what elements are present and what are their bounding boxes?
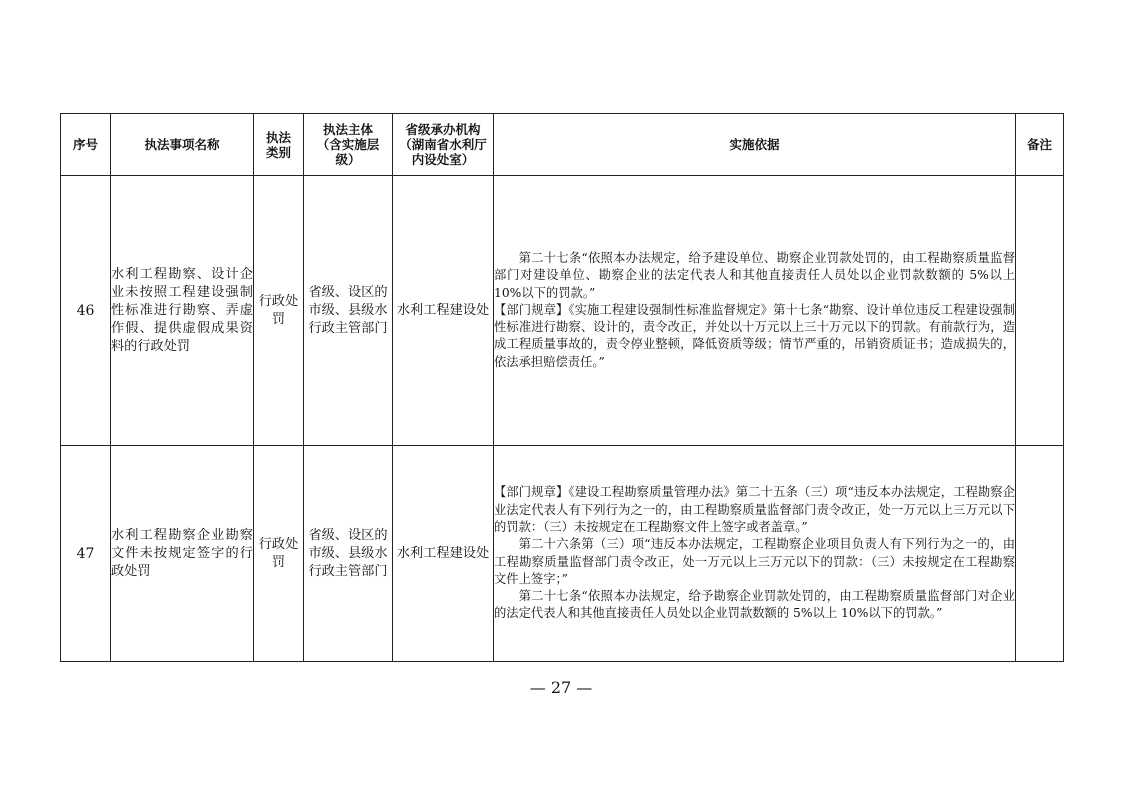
- basis-paragraph: 【部门规章】《建设工程勘察质量管理办法》第二十五条（三）项“违反本办法规定，工程勘察企业法定代表人有下列行为之一的，由工程勘察质量监督部门责令改正，处一万元以上三万元以下的罚款：（三）未按规定在工程勘察文件上签字或者盖章。”: [494, 485, 1015, 534]
- row-item-name: 水利工程勘察企业勘察文件未按规定签字的行政处罚: [111, 446, 254, 662]
- row-agency: 水利工程建设处: [393, 446, 494, 662]
- basis-paragraph: 第二十六条第（三）项“违反本办法规定，工程勘察企业项目负责人有下列行为之一的，由工程勘察质量监督部门责令改正，处一万元以上三万元以下的罚款：（三）未按规定在工程勘察文件上签字；”: [494, 537, 1015, 586]
- row-agency: 水利工程建设处: [393, 176, 494, 446]
- row-basis: [494, 176, 1016, 446]
- table-row: [61, 176, 1064, 446]
- header-agency: 省级承办机构（湖南省水利厅内设处室）: [393, 114, 494, 176]
- row-basis: [494, 446, 1016, 662]
- row-category: 行政处罚: [254, 446, 304, 662]
- row-seq: 47: [61, 446, 111, 662]
- row-item-name: 水利工程勘察、设计企业未按照工程建设强制性标准进行勘察、弄虚作假、提供虚假成果资料的行政处罚: [111, 176, 254, 446]
- row-note: [1016, 446, 1064, 662]
- header-category: 执法类别: [254, 114, 304, 176]
- header-item-name: 执法事项名称: [111, 114, 254, 176]
- row-note: [1016, 176, 1064, 446]
- header-row: [61, 114, 1064, 176]
- row-subject: 省级、设区的市级、县级水行政主管部门: [304, 176, 393, 446]
- table-row: [61, 446, 1064, 662]
- row-subject: 省级、设区的市级、县级水行政主管部门: [304, 446, 393, 662]
- basis-paragraph: 第二十七条“依照本办法规定，给予建设单位、勘察企业罚款处罚的，由工程勘察质量监督部门对建设单位、勘察企业的法定代表人和其他直接责任人员处以企业罚款数额的 5%以上 10%以下的罚款。”: [494, 250, 1015, 300]
- page-number: — 27 —: [529, 678, 593, 697]
- basis-paragraph: 【部门规章】《实施工程建设强制性标准监督规定》第十七条“勘察、设计单位违反工程建设强制性标准进行勘察、设计的，责令改正，并处以十万元以上三十万元以下的罚款。有前款行为，造成工程质量事故的，责令停业整顿，降低资质等级；情节严重的，吊销资质证书；造成损失的，依法承担赔偿责任。”: [494, 302, 1015, 369]
- row-seq: 46: [61, 176, 111, 446]
- header-note: 备注: [1016, 114, 1064, 176]
- enforcement-table: [60, 113, 1064, 662]
- header-basis: 实施依据: [494, 114, 1016, 176]
- header-seq: 序号: [61, 114, 111, 176]
- header-subject: 执法主体（含实施层级）: [304, 114, 393, 176]
- basis-paragraph: 第二十七条“依照本办法规定，给予勘察企业罚款处罚的，由工程勘察质量监督部门对企业的法定代表人和其他直接责任人员处以企业罚款数额的 5%以上 10%以下的罚款。”: [494, 589, 1015, 621]
- row-category: 行政处罚: [254, 176, 304, 446]
